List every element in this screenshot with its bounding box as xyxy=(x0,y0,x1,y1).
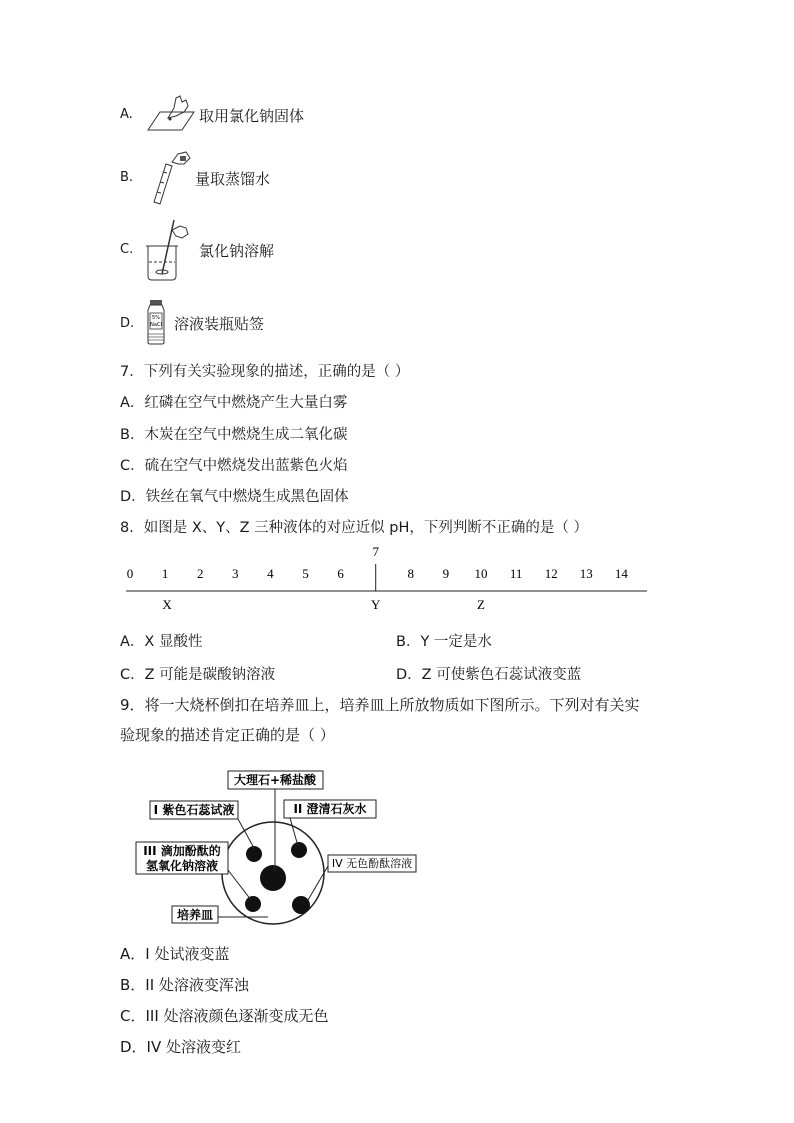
ph-scale xyxy=(110,540,660,620)
spot-iii xyxy=(245,896,261,912)
label-ii-limewater: II 澄清石灰水 xyxy=(293,802,367,816)
ph-tick-label: 9 xyxy=(442,566,450,581)
q8-option-b: B．Y 一定是水 xyxy=(396,634,492,650)
ph-tick-label: 8 xyxy=(407,566,415,581)
q6-option-d-letter: D. xyxy=(120,316,135,331)
q9-option-a: A．I 处试液变蓝 xyxy=(120,945,230,963)
q6-option-b-letter: B. xyxy=(120,170,134,185)
label-i-litmus: I 紫色石蕊试液 xyxy=(153,803,235,817)
q6-option-c-letter: C. xyxy=(120,242,134,257)
q7-option-c: C．硫在空气中燃烧发出蓝紫色火焰 xyxy=(120,458,348,474)
label-petri-dish: 培养皿 xyxy=(176,908,214,922)
spot-iv xyxy=(292,896,310,914)
petri-dish-diagram xyxy=(130,762,430,932)
spot-ii xyxy=(291,842,307,858)
q6-option-b-text: 量取蒸馏水 xyxy=(195,170,271,188)
q6-option-a-letter: A. xyxy=(120,107,133,122)
ph-tick-label: 6 xyxy=(337,566,344,581)
label-iv-phenolphthalein: IV 无色酚酞溶液 xyxy=(331,857,413,870)
q7-option-a: A．红磷在空气中燃烧产生大量白雾 xyxy=(120,395,348,411)
ph-tick-label: 7 xyxy=(372,544,379,559)
label-marble-acid: 大理石+稀盐酸 xyxy=(233,773,317,787)
ph-tick-label: 0 xyxy=(126,566,134,581)
q6-option-a-text: 取用氯化钠固体 xyxy=(199,107,305,125)
q6-option-d-text: 溶液装瓶贴签 xyxy=(174,315,265,333)
ph-tick-label: 14 xyxy=(614,566,628,581)
beaker-stirring-icon xyxy=(144,216,196,282)
marble-acid-spot xyxy=(260,865,286,891)
ph-marker-z: Z xyxy=(477,597,485,612)
bottle-label-percent: 5% xyxy=(152,315,160,321)
label-iii-line2: 氢氧化钠溶液 xyxy=(145,859,219,873)
ph-marker-x: X xyxy=(162,597,172,612)
q8-option-a: A．X 显酸性 xyxy=(120,634,203,650)
q9-stem-line1: 9．将一大烧杯倒扣在培养皿上，培养皿上所放物质如下图所示。下列对有关实 xyxy=(120,696,640,714)
ph-tick-label: 2 xyxy=(196,566,204,581)
q8-option-d: D．Z 可使紫色石蕊试液变蓝 xyxy=(396,667,582,683)
ph-marker-y: Y xyxy=(371,597,381,612)
q8-stem: 8．如图是 X、Y、Z 三种液体的对应近似 pH，下列判断不正确的是（ ） xyxy=(120,520,588,536)
q6-option-c-text: 氯化钠溶解 xyxy=(199,242,275,260)
ph-tick-label: 3 xyxy=(232,566,239,581)
q9-option-c: C．III 处溶液颜色逐渐变成无色 xyxy=(120,1007,329,1025)
q7-option-b: B．木炭在空气中燃烧生成二氧化碳 xyxy=(120,427,348,443)
ph-tick-label: 11 xyxy=(509,566,523,581)
q7-stem: 7．下列有关实验现象的描述，正确的是（ ） xyxy=(120,364,410,380)
ph-tick-label: 4 xyxy=(267,566,274,581)
ph-tick-label: 10 xyxy=(474,566,488,581)
q8-option-c: C．Z 可能是碳酸钠溶液 xyxy=(120,667,276,683)
graduated-cylinder-icon xyxy=(144,148,192,206)
label-iii-line1: III 滴加酚酞的 xyxy=(143,844,221,858)
spot-i xyxy=(246,846,262,862)
hand-placing-solid-icon xyxy=(146,94,196,134)
ph-tick-label: 5 xyxy=(302,566,309,581)
ph-tick-label: 1 xyxy=(161,566,169,581)
labeled-bottle-icon xyxy=(144,298,168,346)
q9-option-d: D．IV 处溶液变红 xyxy=(120,1038,242,1056)
q9-option-b: B．II 处溶液变浑浊 xyxy=(120,976,249,994)
q9-stem-line2: 验现象的描述肯定正确的是（ ） xyxy=(120,726,335,744)
ph-tick-label: 12 xyxy=(544,566,558,581)
q7-option-d: D．铁丝在氧气中燃烧生成黑色固体 xyxy=(120,489,349,505)
ph-tick-label: 13 xyxy=(579,566,593,581)
bottle-label-nacl: NaCl xyxy=(150,322,162,328)
